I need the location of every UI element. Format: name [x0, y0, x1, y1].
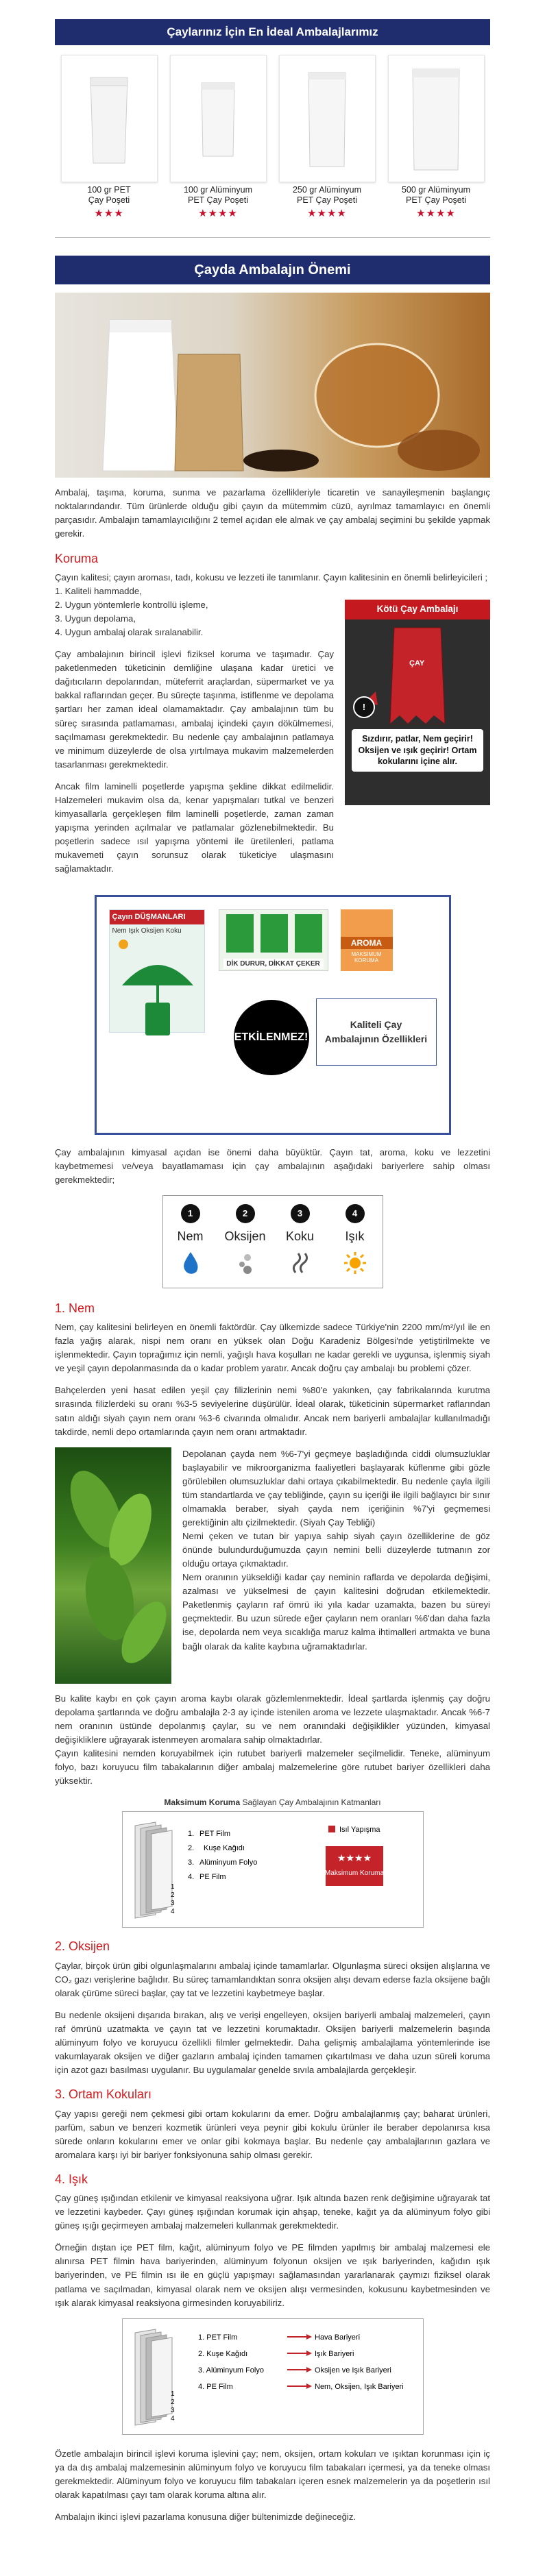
aroma-label: AROMA — [341, 937, 393, 949]
product-card[interactable] — [170, 55, 267, 222]
oksijen-paragraph: Çaylar, birçok ürün gibi olgunlaşmalarını ambalaj içinde tamamlarlar. Olgunlaşma süreci oksijen alışlarına ve CO₂ gazı verişlerine bağlıdır. Bu süreç tamamlandıktan sonra oksijen alışı devam ederse fazla oksijene bağlı olarak çürüme süreci başlar, çay tat ve lezzetini kaybetmeye başlar. — [55, 1960, 490, 1998]
product-card[interactable] — [279, 55, 376, 222]
koruma-paragraph: Çay ambalajının birincil işlevi fiziksel koruma ve taşımadır. Çay paketlenmeden tüketicinin demliğine ulaşana kadar üretici ve dağıtıcıların depolarından, müteferrit araçlardan, süpermarket ve ya bakkal raflarından geçer. Bu süreçte taşınma, istiflenme ve depolama şartları her zaman ideal olamamaktadır. Çay ambalajının tüm bu süreç sırasında patlamaması, ambalaj içindeki çayın dökülmemesi, saçılmaması gerekmektedir. Bu nedenle çay ambalajının patlamaya ve minimum düzeylerde de olsa yırtılmaya mukavim malzemelerden tasarlanması gerekmektedir. — [55, 649, 334, 770]
barrier-label: Oksijen ve Işık Bariyeri — [314, 2366, 391, 2375]
threat-item — [221, 1204, 269, 1279]
svg-text:1: 1 — [170, 1883, 175, 1891]
product-name[interactable]: 100 gr PET Çay Poşeti — [87, 184, 131, 206]
ortam-paragraph: Çay yapısı gereği nem çekmesi gibi ortam kokularını da emer. Doğru ambalajlanmış çay; baharat ürünleri, parfüm, sabun ve benzeri kozmetik ürünleri veya peynir gibi kokulu ürünler ile beraber depolanırsa kısa sürede onların kokularını emer ve onlar gibi kokmaya başlar. Bu nedenle çay ambalajlarının gazlara ve aromalara karşı iyi bir bariyer fonksiyonuna sahip olması gerekir. — [55, 2108, 490, 2160]
barrier-layer-name: 3. Alüminyum Folyo — [197, 2366, 264, 2375]
product-card[interactable] — [61, 55, 158, 222]
etki-badge — [234, 1000, 309, 1075]
oksijen-title: 2. Oksijen — [55, 1939, 110, 1954]
barrier-row — [198, 2383, 404, 2391]
warning-icon: ! — [353, 696, 375, 718]
isik-paragraph: Örneğin dıştan içe PET film, kağıt, alüminyum folyo ve PE filmden yapılmış bir ambalaj malzemesi ele alınırsa PET filmin hava bariyerinden, alüminyum folyonun oksijen ve ışık bariyerinden, kağıdın ışık bariyerinden, ve PE filmin ısı ile en güçlü yapışmayı sağlamasından yararlanarak çaymızı fiziksel olarak patlama ve saçılmadan, kimyasal olarak nem ve oksijen alışı vermesinden, kokusunu kaybetmesinden ve ışık alarak kimyasal reaksiyona girmesinden koruyabiliriz. — [55, 2242, 490, 2308]
layer-name: Alüminyum Folyo — [199, 1859, 257, 1867]
product-image[interactable] — [388, 55, 485, 182]
threat-label: Işık — [345, 1229, 365, 1244]
quality-label — [316, 998, 437, 1066]
threats-panel — [162, 1195, 383, 1288]
svg-text:1: 1 — [170, 2390, 175, 2398]
barrier-arrow-head — [306, 2351, 312, 2356]
product-image[interactable] — [279, 55, 376, 182]
list-item: 2. Uygun yöntemlerle kontrollü işleme, — [55, 600, 208, 610]
quality-infographic — [95, 895, 451, 1135]
sun-icon — [343, 1251, 367, 1275]
footer-text: Ambalajın ikinci işlevi pazarlama konusuna diğer bültenimizde değineceğiz. — [55, 2511, 356, 2522]
svg-text:2: 2 — [170, 2398, 175, 2406]
layer-name: PE Film — [199, 1873, 226, 1882]
layers-chart-title-rest: Sağlayan Çay Ambalajının Katmanları — [240, 1798, 381, 1808]
barrier-label: Hava Bariyeri — [314, 2333, 360, 2342]
koruma-title: Koruma — [55, 551, 99, 565]
layers-chart — [122, 1811, 424, 1928]
barrier-row — [198, 2350, 354, 2358]
threat-number: 3 — [291, 1204, 310, 1223]
doypack-panel — [219, 909, 328, 971]
tea-block — [55, 1447, 490, 1684]
svg-text:2.: 2. — [187, 1844, 194, 1853]
threat-number: 4 — [346, 1204, 365, 1223]
isik-paragraph: Çay güneş ışığından etkilenir ve kimyasal reaksiyona uğrar. Işık altında bazen renk değişimine uğrayarak tat ve lezzetini kaybeder. Çayı güneş ışığından korumak için ahşap, teneke, kağıt ya da alüminyum folyo gibi güneş ışığı geçirmeyen ambalaj malzemeleri kullanmak gerekmektedir. — [55, 2193, 490, 2231]
svg-text:4.: 4. — [187, 1873, 194, 1882]
product-list — [55, 55, 490, 222]
nem-paragraph: Bahçelerden yeni hasat edilen yeşil çay filizlerinin nemi %80'e yakınken, çay fabrikalarında kurutma sırasında filizlerdeki su oranı %3-5 seviyelerine düşürülür. İdeal olarak, tüketicinin süpermarket raflarından satın aldığı siyah çayın nem oranı %3-6 civarında olmalıdır. Ancak nem bariyerli ambalajlar kullanılmadığı takdirde, nemli depo ortamlarında çayın nem oranı artmaktadır. — [55, 1385, 490, 1437]
product-name[interactable]: 250 gr Alüminyum PET Çay Poşeti — [292, 184, 362, 206]
svg-text:3: 3 — [170, 2406, 175, 2414]
oksijen-paragraph: Bu nedenle oksijeni dışarıda bırakan, alış ve verişi engelleyen, oksijen bariyerli ambalaj malzemeleri, çayın raf ömrünü uzatmakta ve çayın tat ve lezzetini korumaktadır. Oksijen bariyerli malzemelerin başında alüminyum folyo ve koruyucu özellikli filmler gelmektedir. Daha gelişmiş ambalajlama yöntemlerinde ise vakumlayarak oksijen ve diğer gazların ambalaj içinden tamamen çıkartılması ve daha uzun süreli koruma için azot gazı basılması uygulanır. Bu uygulamalar genelde sıvıla ambalajlarda gerçekleşir. — [55, 2009, 490, 2076]
product-card[interactable] — [388, 55, 485, 222]
layer-label — [188, 1873, 226, 1881]
isik-title: 4. Işık — [55, 2172, 88, 2186]
intro-text: Ambalaj, taşıma, koruma, sunma ve pazarlama özellikleriyle ticaretin ve sanayileşmenin başlangıç noktalarındandır. Tüm ürünlerde olduğu gibi çayın da mütemmim cüzü, ayrılmaz tamamlayıcı en önemli parçasıdır. Ambalajın tamamlayıcılığını 2 temel açıdan ele almak ve çay ambalaj seçimini bu şekilde yapmak gerekir. — [55, 487, 490, 539]
barrier-row — [198, 2333, 360, 2342]
svg-text:4: 4 — [170, 2414, 175, 2422]
threat-label: Oksijen — [224, 1229, 266, 1244]
rating-stars: ★★★★ — [307, 208, 347, 220]
threat-number: 1 — [181, 1204, 200, 1223]
rating-stars: ★★★ — [94, 208, 124, 220]
aluminium-bag-icon — [409, 64, 463, 173]
nem-paragraph: Çayın kalitesini nemden koruyabilmek için rutubet bariyerli malzemeler seçilmelidir. Teneke, alüminyum folyo, bazı koruyucu film tabakalarının diğer ambalaj malzemelerine göre rutubet bariyer özellikleri daha yüksektir. — [55, 1747, 490, 1787]
bag-label: ÇAY — [409, 659, 425, 667]
packages-header: Çaylarınız İçin En İdeal Ambalajlarımız — [55, 19, 490, 45]
barrier-chart — [122, 2318, 424, 2435]
threat-label: Koku — [285, 1229, 315, 1244]
barrier-layer-name: 1. PET Film — [197, 2333, 237, 2342]
list-item: 4. Uygun ambalaj olarak sıralanabilir. — [55, 627, 204, 638]
barrier-arrow-head — [306, 2367, 312, 2372]
barrier-label: Işık Bariyeri — [314, 2349, 354, 2358]
barrier-row — [198, 2366, 391, 2375]
bad-packaging-title: Kötü Çay Ambalajı — [345, 600, 490, 620]
svg-text:3.: 3. — [187, 1859, 194, 1867]
tea-leaves-image — [55, 1447, 171, 1684]
product-image[interactable] — [170, 55, 267, 182]
layer-label — [188, 1859, 257, 1867]
hero-image — [55, 293, 490, 478]
barrier-layer-name: 2. Kuşe Kağıdı — [197, 2349, 247, 2358]
svg-text:1.: 1. — [187, 1830, 194, 1839]
rating-stars: ★★★★ — [198, 208, 238, 220]
list-item: 1. Kaliteli hammadde, — [55, 585, 142, 596]
koruma-paragraph: Ancak film laminelli poşetlerde yapışma şekline dikkat edilmelidir. Halzemeleri mukavim olsa da, kenar yapışmaları tutkal ve benzeri kimyasallarla gerçekleşen film laminelli poşetlerde, zaman zaman yapışma yerinden açılmalar ve patlamalar gözlenebilmektedir. Bu poşetlerin sadece ısıl yapışma yöntemi ile üretilenleri, patlama mukavemeti çayın sorunsuz olarak tüketiciye ulaşmasını sağlamaktadır. — [55, 781, 334, 874]
ortam-title: 3. Ortam Kokuları — [55, 2087, 152, 2102]
svg-text:2: 2 — [170, 1891, 175, 1900]
aroma-sub: MAKSIMUM KORUMA — [351, 951, 382, 964]
threat-number: 2 — [236, 1204, 255, 1223]
product-image[interactable] — [61, 55, 158, 182]
barrier-arrow-head — [306, 2383, 312, 2389]
legend-label: Isıl Yapışma — [339, 1826, 380, 1835]
product-name[interactable]: 500 gr Alüminyum PET Çay Poşeti — [401, 184, 471, 206]
layers-diagram — [123, 1812, 424, 1928]
bad-packaging-box — [345, 600, 490, 805]
rating-stars: ★★★★ — [416, 208, 456, 220]
summary-text: Özetle ambalajın birincil işlevi koruma işlevini çay; nem, oksijen, ortam kokuları ve ışıktan korunması için iç ya da dış ambalaj malzemesinin alüminyum folyo ve koruyucu film tabakaları içermesi, ya da teneke olması gerekmektedir. Alüminyum folyo ve koruyucu film tabakaları içeren esnek malzemelerin ya da poşetlerin ısıl olarak kapatılması çayı tam olarak koruma altına alır. — [55, 2448, 490, 2500]
water-drop-icon — [180, 1251, 201, 1275]
aroma-panel — [341, 909, 393, 971]
badge-label: Maksimum Koruma — [324, 1869, 384, 1878]
barrier-diagram — [123, 2319, 424, 2436]
layer-label — [188, 1830, 230, 1838]
etki-text: ETKİLENMEZ! — [234, 1031, 308, 1044]
aluminium-bag-icon — [197, 77, 239, 160]
oxygen-bubbles-icon — [235, 1251, 256, 1275]
barrier-arrow-head — [306, 2334, 312, 2340]
legend-swatch — [328, 1826, 335, 1832]
nem-paragraph: Nemi çeken ve tutan bir yapıya sahip siyah çayın özelliklerine de göz önünde bulundurduğumuzda çayın nemini belli düzeylerde tutmanın zor olduğu ortaya çıkmaktadır. — [182, 1531, 490, 1569]
threat-item — [167, 1204, 215, 1279]
nem-title: 1. Nem — [55, 1301, 95, 1315]
layers-chart-title-bold: Maksimum Koruma — [164, 1798, 241, 1808]
nem-paragraph: Depolanan çayda nem %6-7'yi geçmeye başladığında ciddi olumsuzluklar başlayabilir ve mikroorganizma faaliyetleri başlayarak küflenme gibi gözle görülebilen olumsuzluklar dahi ortaya çıkabilmektedir. Bu nedenle çayla ilgili tüm standartlarda ve çay tebliğinde, çayın su içeriği ile ilgili bağlayıcı bir sınır olmamakla beraber, siyah çayda nem içeriğinin %7'yi geçmemesi gerektiğinin altı çizilmektedir. (Siyah Çay Tebliği) — [182, 1448, 490, 1528]
doypack-bags-icon — [219, 910, 329, 955]
product-name[interactable]: 100 gr Alüminyum PET Çay Poşeti — [183, 184, 253, 206]
bad-bag-area — [345, 620, 490, 729]
svg-text:4: 4 — [170, 1908, 175, 1916]
koruma-lead: Çayın kalitesi; çayın aroması, tadı, kokusu ve lezzeti ile tanımlanır. Çayın kalitesinin en önemli belirleyicileri ; — [55, 572, 488, 582]
threat-item — [331, 1204, 379, 1279]
layer-name: PET Film — [199, 1830, 230, 1839]
tea-photo-illustration — [55, 293, 490, 478]
section-title: Çayda Ambalajın Önemi — [55, 256, 490, 284]
enemies-title: Çayın DÜŞMANLARI — [110, 910, 204, 924]
odor-icon — [290, 1251, 311, 1275]
nem-paragraph: Nem, çay kalitesini belirleyen en önemli faktördür. Çay ülkemizde sadece Türkiye'nin 2200 mm/m²/yıl ile en fazla yağış alarak, nispi nem oranı en yüksek olan Doğu Karadeniz Bölgesi'nde yetiştirilmekte ve işlenmektedir. Çayın toprağımız için nemli, yağışlı hava koşulları ne kadar gerekli ve uygunsa, işlenmiş siyah ve yeşil çayın depolanmasında da o kadar problem yaratır. Ancak doğru çay ambalajı bu problemi çözer. — [55, 1322, 490, 1374]
max-protection-badge — [326, 1846, 383, 1886]
threat-item — [276, 1204, 324, 1279]
doypack-text: DİK DURUR, DİKKAT ÇEKER — [223, 959, 324, 969]
umbrella-icon — [110, 937, 206, 1040]
aluminium-bag-icon — [304, 67, 350, 170]
svg-text:3: 3 — [170, 1900, 175, 1908]
nem-paragraph: Nem oranının yükseldiği kadar çay neminin raflarda ve depolarda değişimi, azalması ve yükselmesi de çayın kalitesini doğrudan etkilemektedir. Paketlenmiş çayların raf ömrü iki yıla kadar uzamakta, bazen bu süreyi geçmektedir. Bu uzun sürede eğer çayların nem oranları %6'dan daha fazla ise, depolarda nem veya sıcaklığa maruz kalma ihtimalleri artmakta ve buna bağlı olarak da kalite kaybına uğramaktadırlar. — [182, 1572, 490, 1652]
pet-bag-icon — [85, 71, 133, 167]
threat-label: Nem — [177, 1229, 204, 1244]
threats-intro: Çay ambalajının kimyasal açıdan ise önemi daha büyüktür. Çayın tat, aroma, koku ve lezzetini kaybetmemesi ve/veya bayatlamaması için çay ambalajının aşağıdaki bariyerlere sahip olması gerekmektedir; — [55, 1147, 490, 1186]
barrier-label: Nem, Oksijen, Işık Bariyeri — [314, 2382, 404, 2391]
barrier-layer-name: 4. PE Film — [197, 2382, 233, 2391]
layer-name: Kuşe Kağıdı — [203, 1844, 245, 1853]
enemies-panel — [109, 909, 205, 1033]
divider — [55, 237, 490, 238]
badge-stars: ★★★★ — [337, 1853, 372, 1865]
layers-chart-title — [55, 1796, 490, 1808]
quality-text: Kaliteli Çay Ambalajının Özellikleri — [324, 1018, 428, 1045]
nem-paragraph: Bu kalite kaybı en çok çayın aroma kaybı olarak gözlemlenmektedir. İdeal şartlarda işlenmiş çay doğru depolama şartlarında ve doğru ambalajla 2-3 ay içinde istenilen aroma ve lezzete ulaşmaktadır. Ancak %6-7 nem oranının üstünde depolanmış çaylar, su ve nem oranındaki değişiklikler yüzünden, kimyasal değişikliklere uğrayarak istenmeyen aromalara sahip olmaktadırlar. — [55, 1693, 490, 1745]
list-item: 3. Uygun depolama, — [55, 613, 136, 624]
layer-label — [188, 1844, 245, 1852]
tea-leaves-illustration — [55, 1447, 171, 1684]
enemies-list: Nem Işık Oksijen Koku — [112, 927, 182, 935]
bad-packaging-message: Sızdırır, patlar, Nem geçirir! Oksijen ve ışık geçirir! Ortam kokularını içine alır. — [352, 729, 483, 772]
